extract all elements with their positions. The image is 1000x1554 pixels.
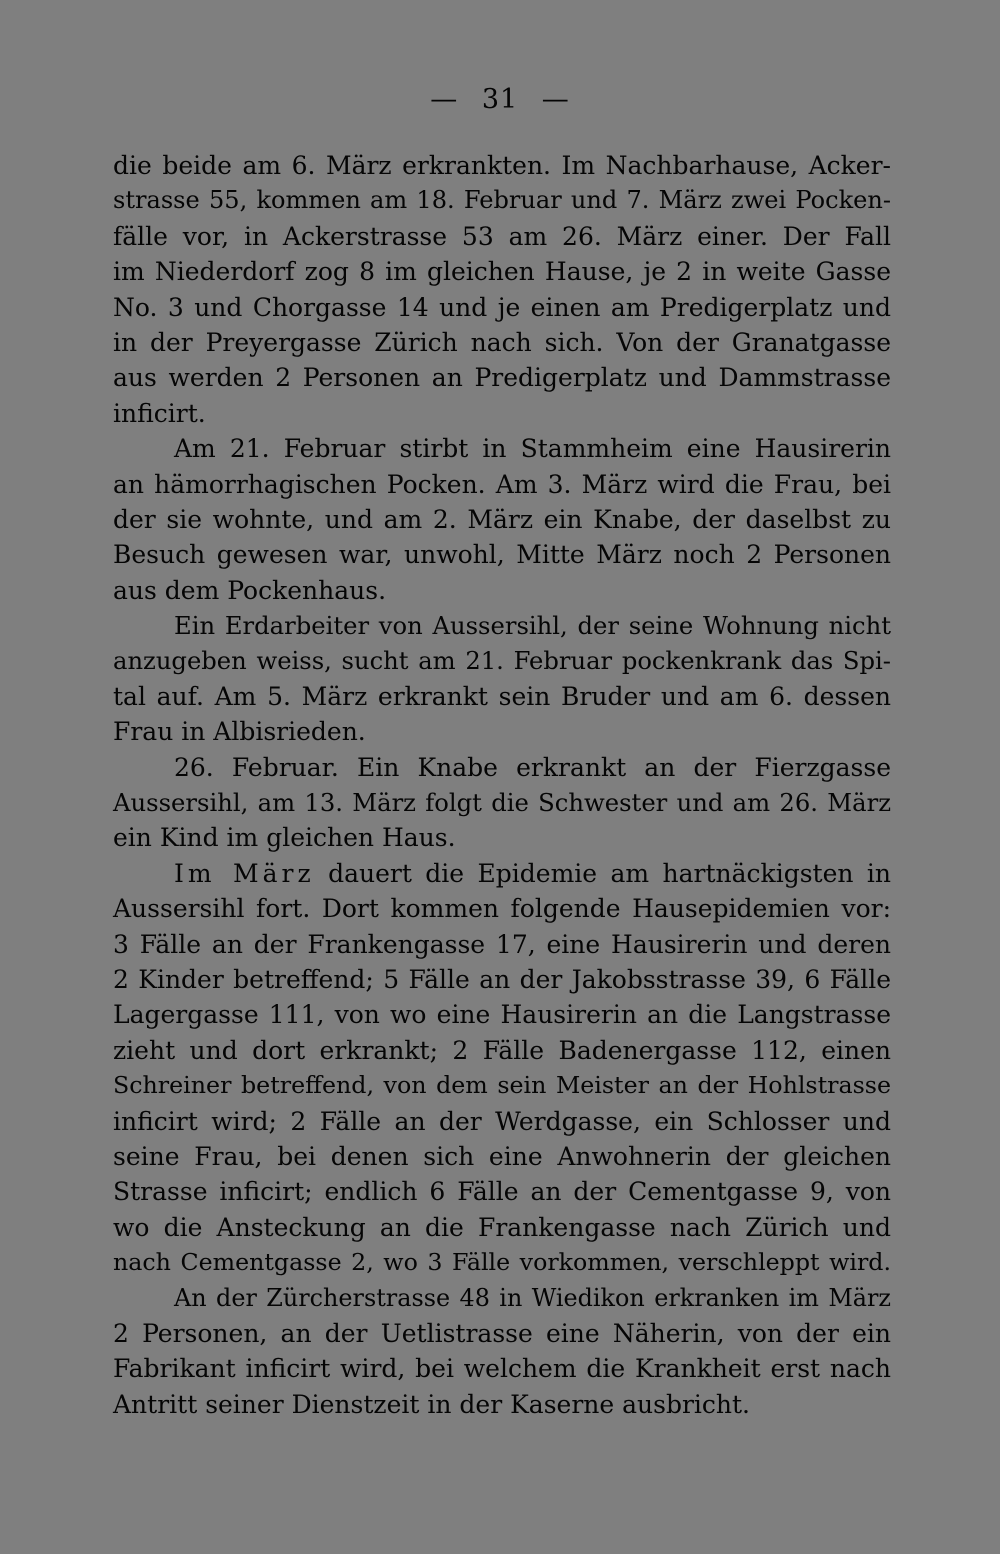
text-line: tal auf. Am 5. März erkrankt sein Bruder und am 6. dessen [113, 681, 891, 711]
text-line: der sie wohnte, und am 2. März ein Knabe, der daselbst zu [113, 504, 891, 534]
text-line: 2 Personen, an der Uetlistrasse eine Näherin, von der ein [113, 1318, 891, 1348]
text-line: zieht und dort erkrankt; 2 Fälle Badenergasse 112, einen [113, 1035, 891, 1065]
text-line: Aussersihl, am 13. März folgt die Schwester und am 26. März [113, 788, 891, 818]
text-line: inficirt. [113, 398, 206, 428]
text-line: wo die Ansteckung an die Frankengasse nach Zürich und [113, 1212, 891, 1242]
paragraph-start-line: Am 21. Februar stirbt in Stammheim eine Hausirerin [174, 434, 891, 464]
text-line: anzugeben weiss, sucht am 21. Februar pockenkrank das Spi- [113, 646, 891, 676]
text-line: an hämorrhagischen Pocken. Am 3. März wird die Frau, bei [113, 469, 891, 499]
paragraph-start-line: 26. Februar. Ein Knabe erkrankt an der Fierzgasse [174, 752, 891, 782]
paragraph-start-line [113, 856, 891, 891]
paragraph-start-line: Ein Erdarbeiter von Aussersihl, der seine Wohnung nicht [174, 611, 891, 641]
text-line: 2 Kinder betreffend; 5 Fälle an der Jakobsstrasse 39, 6 Fälle [113, 964, 891, 994]
text-line: Strasse inficirt; endlich 6 Fälle an der Cementgasse 9, von [113, 1177, 891, 1207]
text-line-rest: dauert die Epidemie am hartnäckigsten in [328, 858, 891, 888]
text-line: Besuch gewesen war, unwohl, Mitte März noch 2 Personen [113, 540, 891, 570]
emphasized-phrase: Im März [174, 858, 315, 888]
text-line: Fabrikant inficirt wird, bei welchem die Krankheit erst nach [113, 1354, 891, 1384]
text-line: aus dem Pockenhaus. [113, 575, 387, 605]
text-line: 3 Fälle an der Frankengasse 17, eine Hausirerin und deren [113, 929, 891, 959]
text-line: ein Kind im gleichen Haus. [113, 823, 456, 853]
text-line: im Niederdorf zog 8 im gleichen Hause, je 2 in weite Gasse [113, 257, 891, 287]
text-line: No. 3 und Chorgasse 14 und je einen am Predigerplatz und [113, 292, 891, 322]
text-line: Aussersihl fort. Dort kommen folgende Hausepidemien vor: [113, 894, 891, 924]
text-line: Schreiner betreffend, von dem sein Meister an der Hohlstrasse [113, 1071, 891, 1100]
paragraph-start-line: An der Zürcherstrasse 48 in Wiedikon erkranken im März [174, 1283, 891, 1312]
text-line: inficirt wird; 2 Fälle an der Werdgasse, ein Schlosser und [113, 1106, 891, 1136]
text-line: Frau in Albisrieden. [113, 717, 366, 747]
text-line: in der Preyergasse Zürich nach sich. Von der Granatgasse [113, 327, 891, 357]
page-number: — 31 — [430, 84, 570, 115]
text-line: nach Cementgasse 2, wo 3 Fälle vorkommen, verschleppt wird. [113, 1248, 891, 1277]
document-body [113, 148, 891, 1422]
text-line: aus werden 2 Personen an Predigerplatz und Dammstrasse [113, 363, 891, 393]
text-line: fälle vor, in Ackerstrasse 53 am 26. März einer. Der Fall [113, 221, 891, 251]
text-line: seine Frau, bei denen sich eine Anwohnerin der gleichen [113, 1141, 891, 1171]
text-line: Lagergasse 111, von wo eine Hausirerin an die Langstrasse [113, 1000, 891, 1030]
text-line: strasse 55, kommen am 18. Februar und 7. März zwei Pocken- [113, 186, 891, 215]
text-line: Antritt seiner Dienstzeit in der Kaserne ausbricht. [113, 1389, 750, 1419]
text-line: die beide am 6. März erkrankten. Im Nachbarhause, Acker- [113, 151, 891, 180]
